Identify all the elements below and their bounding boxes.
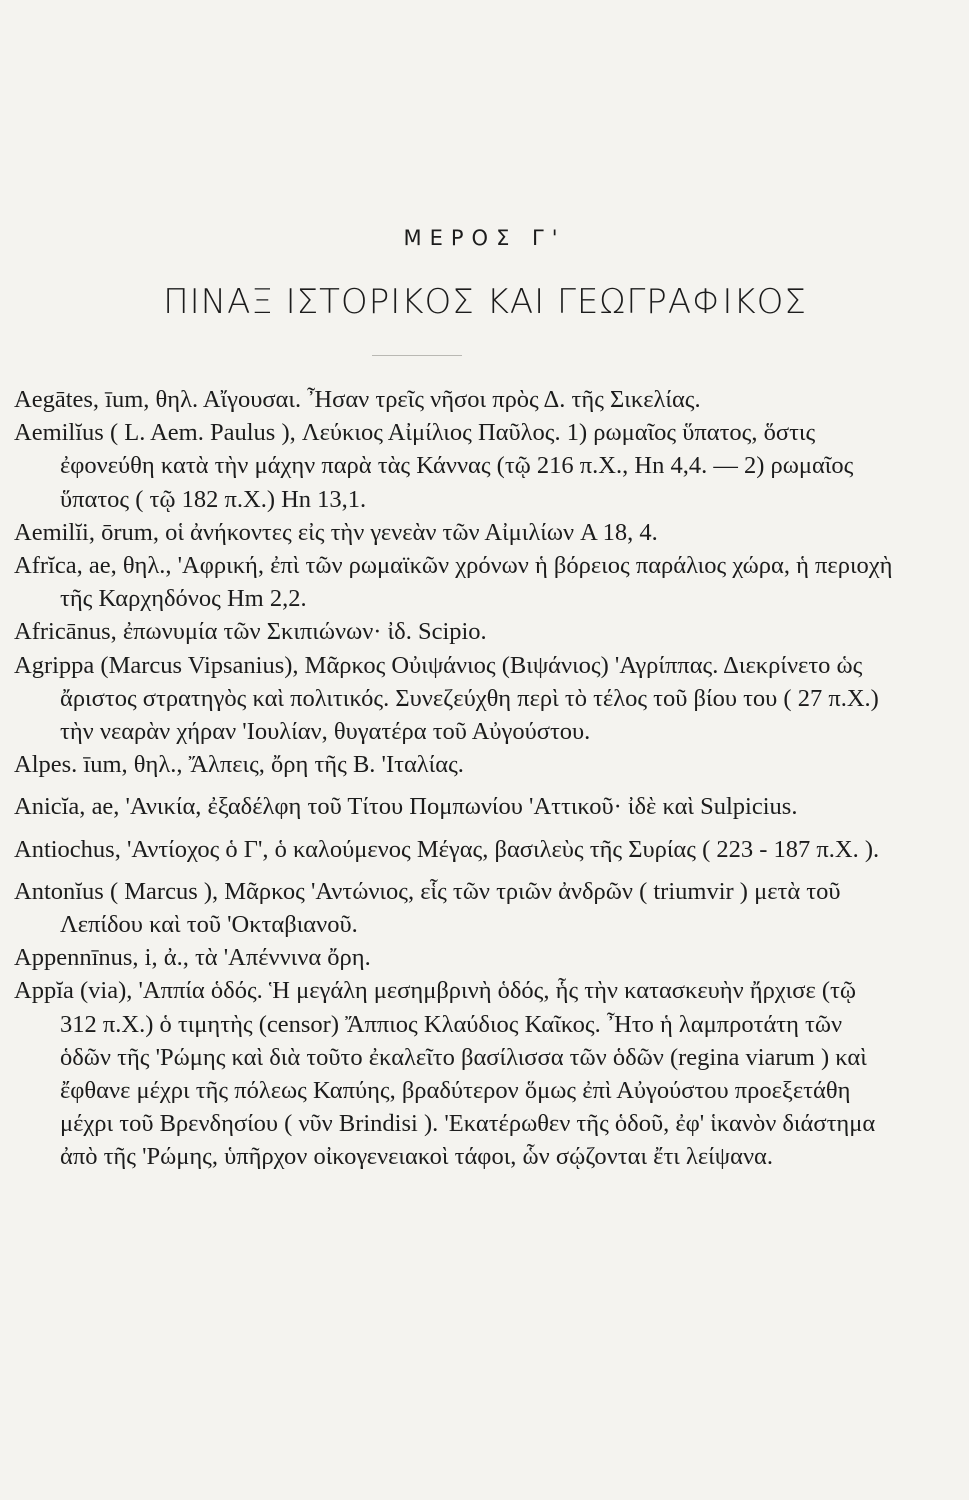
index-entry: [14, 833, 896, 866]
entry-text: ōrum, οἱ ἀνήκοντες εἰς τὴν γενεὰν τῶν Αἰμιλίων A 18, 4.: [94, 518, 658, 546]
title-divider: [372, 355, 462, 356]
index-entry: [14, 549, 896, 615]
entry-headword: Aemilĭus: [14, 419, 104, 447]
entry-headword: Anicĭa,: [14, 793, 86, 821]
index-entry: [14, 416, 896, 516]
entry-headword: Afrĭca,: [14, 552, 83, 580]
entry-headword: Aemilĭi,: [14, 518, 95, 546]
entry-headword: Antiochus,: [14, 835, 121, 863]
index-entry: [14, 615, 896, 648]
index-entry: [14, 974, 896, 1173]
entry-text: īum, θηλ. Αἴγουσαι. Ἦσαν τρεῖς νῆσοι πρὸς Δ. τῆς Σικελίας.: [99, 386, 701, 413]
entry-headword: Alpes.: [14, 751, 78, 779]
index-title: ΠΙΝΑΞ ΙΣΤΟΡΙΚΟΣ ΚΑΙ ΓΕΩΓΡΑΦΙΚΟΣ: [163, 282, 807, 322]
entry-text: ae, 'Ανικία, ἐξαδέλφη τοῦ Τίτου Πομπωνίου 'Αττικοῦ· ἰδὲ καὶ Sulpicius.: [85, 793, 798, 821]
index-entry: [14, 941, 896, 974]
index-entry: [14, 383, 896, 416]
entry-headword: Appennīnus,: [14, 944, 139, 972]
index-entry: [14, 748, 896, 781]
entry-headword: Antonĭus: [14, 877, 104, 905]
entry-headword: Agrippa: [14, 651, 95, 679]
part-heading: ΜΕΡΟΣ Γ': [403, 226, 566, 250]
index-entries: [14, 383, 896, 1174]
entry-text: (Marcus Vipsanius), Μᾶρκος Οὐιψάνιος (Βιψάνιος) 'Αγρίππας. Διεκρίνετο ὡς ἄριστος στρατηγὸς καὶ πολιτικός. Συνεζεύχθη περὶ τὸ τέλος τοῦ βίου του ( 27 π.Χ.) τὴν νεαρὰν χήραν 'Ιουλίαν, θυγατέρα τοῦ Αὐγούστου.: [60, 651, 879, 746]
entry-text: ἐπωνυμία τῶν Σκιπιώνων· ἰδ. Scipio.: [116, 618, 487, 646]
entry-headword: Aegātes,: [14, 386, 100, 413]
index-entry: [14, 790, 896, 823]
entry-text: īum, θηλ., Ἄλπεις, ὄρη τῆς Β. 'Ιταλίας.: [77, 751, 464, 779]
entry-headword: Africānus,: [14, 618, 117, 646]
entry-text: 'Αντίοχος ὁ Γ', ὁ καλούμενος Μέγας, βασιλεὺς τῆς Συρίας ( 223 - 187 π.Χ. ).: [120, 835, 880, 863]
index-entry: [14, 875, 896, 941]
entry-headword: Appĭa: [14, 977, 74, 1005]
index-entry: [14, 649, 896, 749]
entry-text: ( Marcus ), Μᾶρκος 'Αντώνιος, εἷς τῶν τριῶν ἀνδρῶν ( triumvir ) μετὰ τοῦ Λεπίδου καὶ τοῦ 'Οκταβιανοῦ.: [60, 877, 841, 939]
entry-text: (via), 'Αππία ὁδός. Ἡ μεγάλη μεσημβρινὴ ὁδός, ἧς τὴν κατασκευὴν ἤρχισε (τῷ 312 π.Χ.) ὁ τιμητὴς (censor) Ἄππιος Κλαύδιος Καῖκος. Ἦτο ἡ λαμπροτάτη τῶν ὁδῶν τῆς 'Ρώμης καὶ διὰ τοῦτο ἐκαλεῖτο βασίλισσα τῶν ὁδῶν (regina viarum ) καὶ ἔφθανε μέχρι τῆς πόλεως Καπύης, βραδύτερον ὅμως ἐπὶ Αὐγούστου προεξετάθη μέχρι τοῦ Βρενδησίου ( νῦν Brindisi ). 'Εκατέρωθεν τῆς ὁδοῦ, ἐφ' ἱκανὸν διάστημα ἀπὸ τῆς 'Ρώμης, ὑπῆρχον οἰκογενειακοὶ τάφοι, ὧν σῴζονται ἔτι λείψανα.: [60, 977, 876, 1171]
entry-text: ae, θηλ., 'Αφρική, ἐπὶ τῶν ρωμαϊκῶν χρόνων ἡ βόρειος παράλιος χώρα, ἡ περιοχὴ τῆς Καρχηδόνος Hm 2,2.: [60, 552, 893, 613]
entry-text: ( L. Aem. Paulus ), Λεύκιος Αἰμίλιος Παῦλος. 1) ρωμαῖος ὕπατος, ὅστις ἐφονεύθη κατὰ τὴν μάχην παρὰ τὰς Κάννας (τῷ 216 π.Χ., Hn 4,4. — 2) ρωμαῖος ὕπατος ( τῷ 182 π.Χ.) Hn 13,1.: [60, 419, 854, 513]
index-entry: [14, 516, 896, 549]
entry-text: i, ἀ., τὰ 'Απέννινα ὄρη.: [138, 944, 371, 972]
